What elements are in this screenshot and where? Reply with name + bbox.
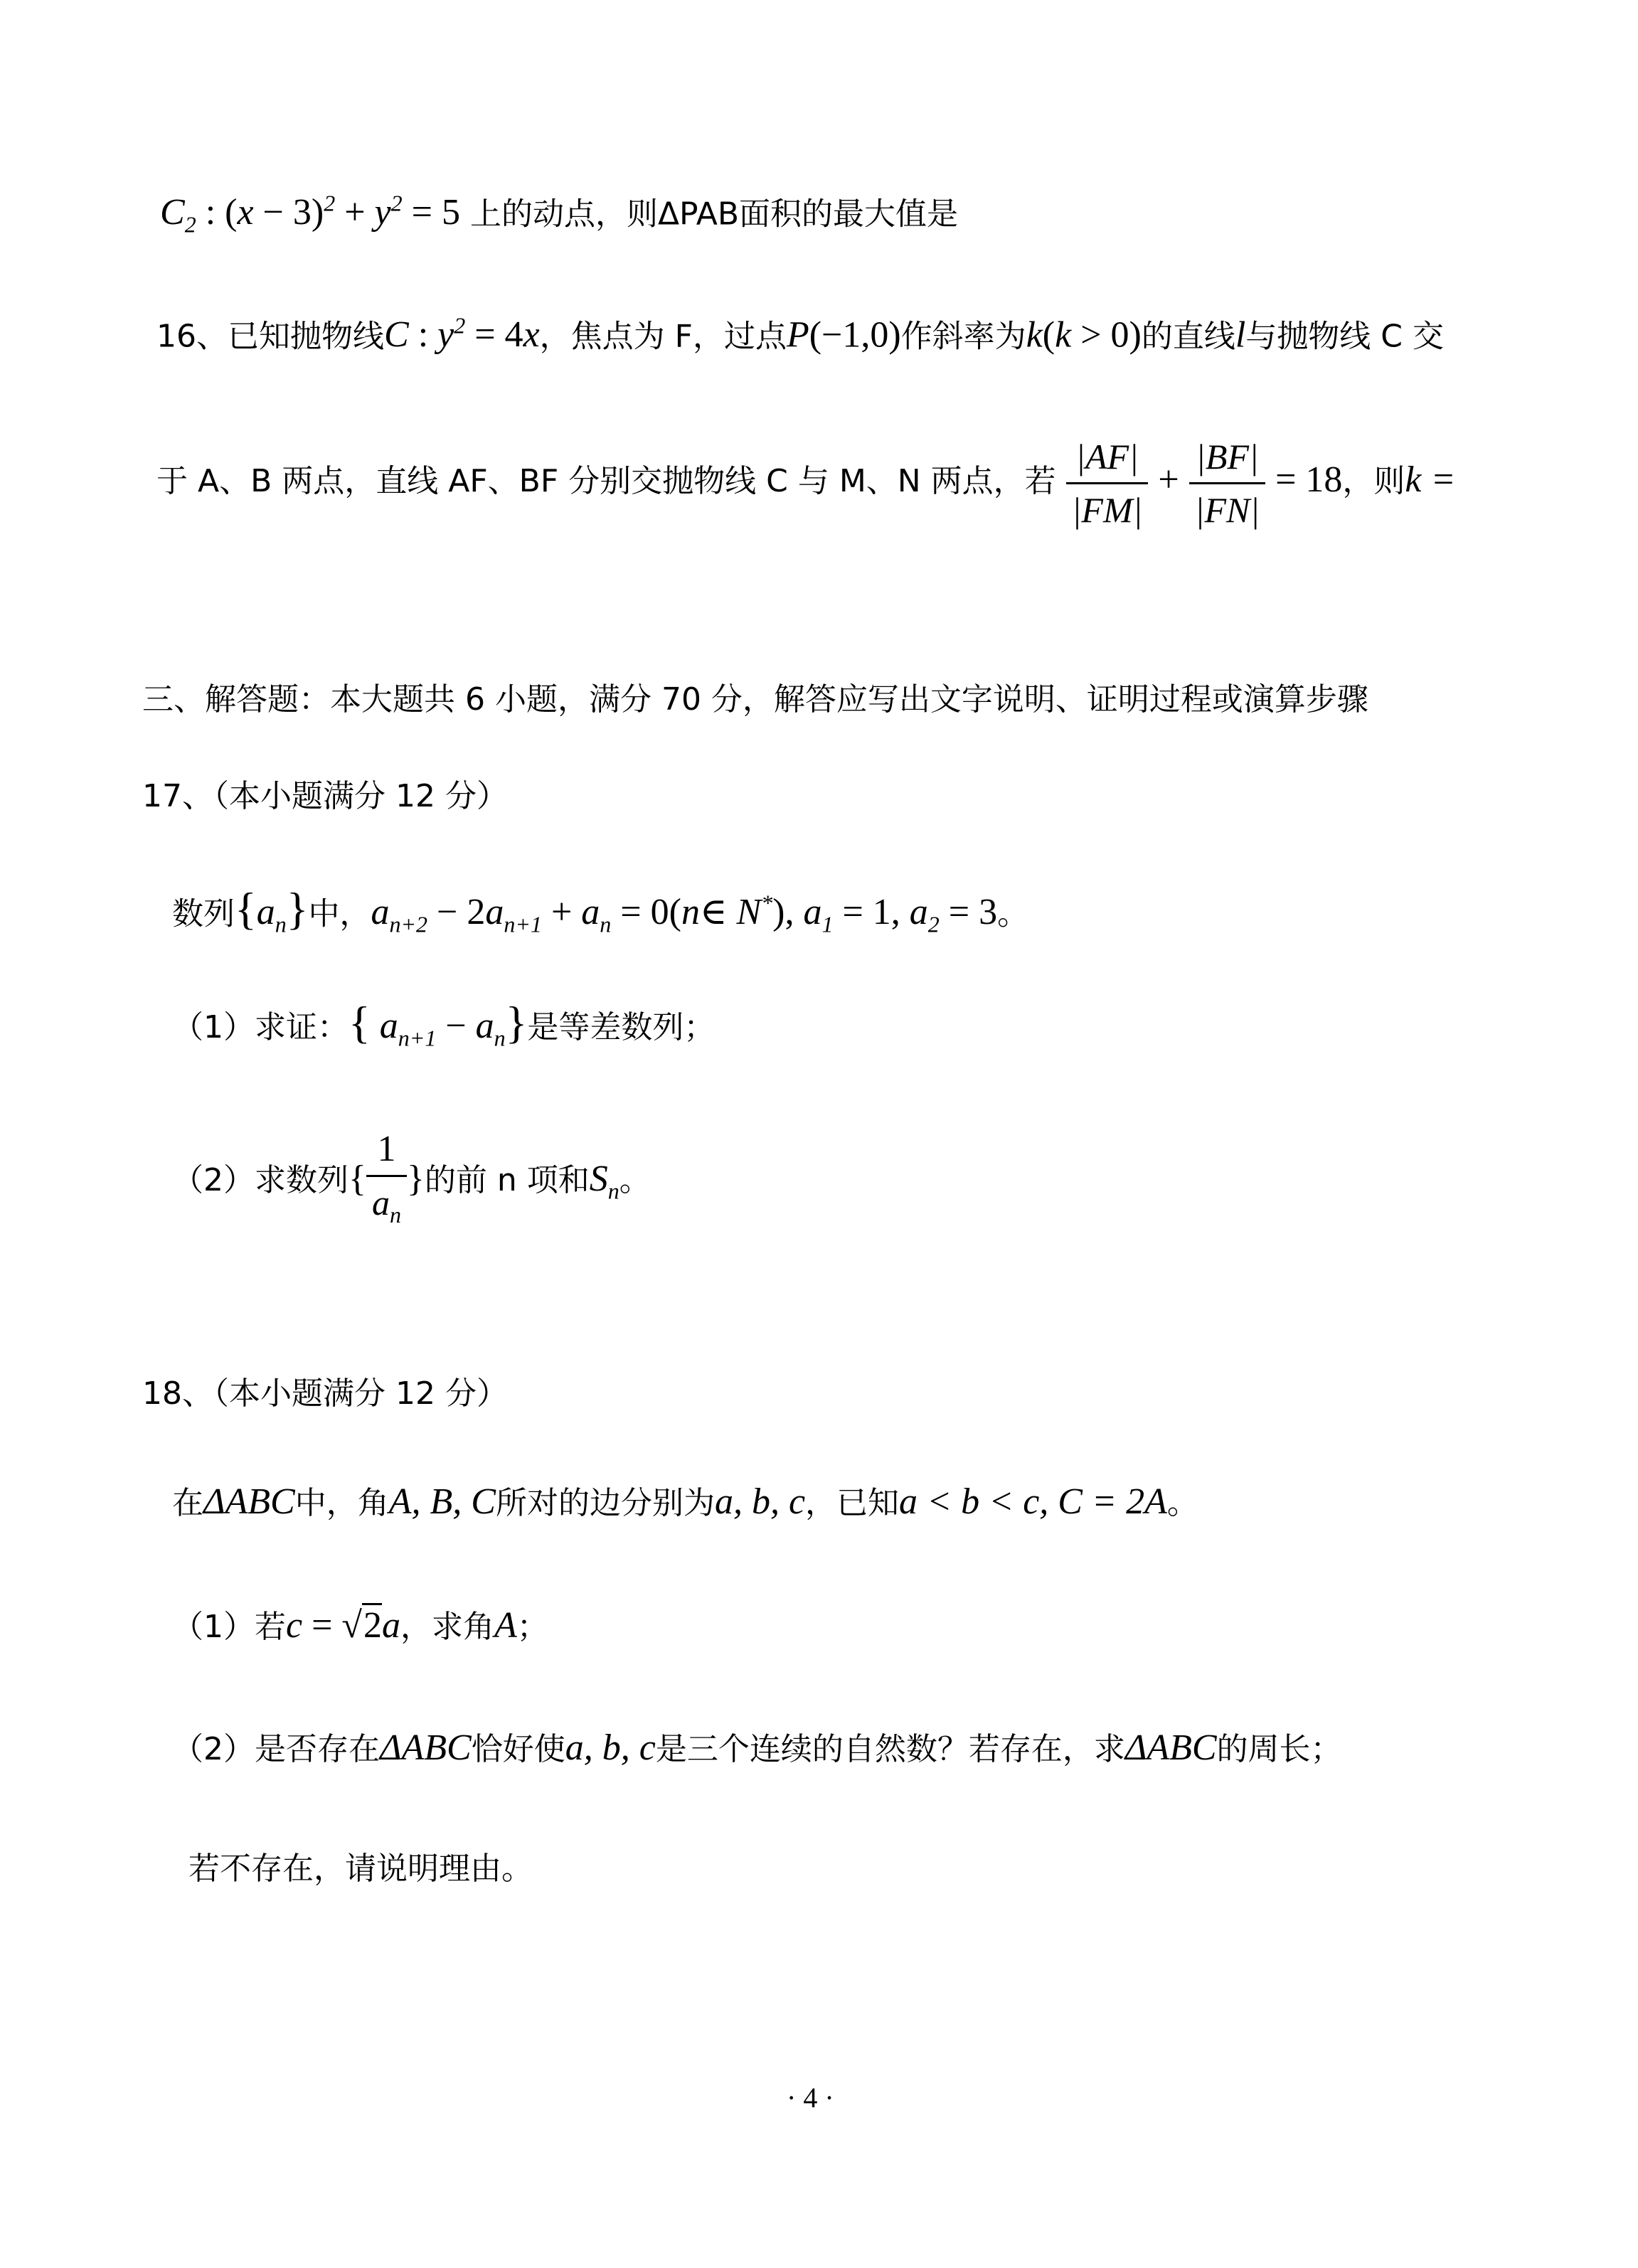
page-number: · 4 · [787,2082,834,2114]
point-p: P(−1,0) [786,314,901,356]
triangle-abc: ΔABC [203,1481,295,1522]
fraction-bf-fn: $\frac{|BF|}{|FN|}$ [1189,431,1265,536]
problem-17-title: 17、（本小题满分 12 分） [142,778,508,814]
problem-16-then: ，则 [1342,463,1405,499]
plus-sign: + [1158,459,1179,500]
equals-18: = 18 [1275,459,1343,500]
problem-17-stem: 数列$\{a_n\}$中，$a_{n+2} - 2a_{n+1} + a_n$ = 0(n∈ N*), $a_1 = 1$, $a_2 = 3$。 [172,883,1029,937]
problem-16-intersect-text: 与抛物线 C 交 [1245,318,1445,355]
problem-15-tail [160,182,958,246]
problem-18-stem: 在ΔABC中，角A, B, C所对的边分别为a, b, c，已知a < b < c, C = 2A。 [172,1481,1198,1522]
k-equals: k = [1405,459,1456,500]
slope-k: k(k > 0) [1026,314,1142,356]
sides-abc: a, b, c [714,1481,806,1522]
parabola-equation: C : $y^2 = 4x$ [384,313,540,356]
line-l: l [1235,314,1246,356]
sequence-an: $\{a_n\}$ [235,883,309,937]
problem-18-question-2-continued: 若不存在，请说明理由。 [188,1851,533,1887]
angle-a: A [494,1605,517,1646]
reciprocal-an: $\frac{1}{a_n}$ [366,1124,407,1240]
problem-18-question-1: （1）若c = √2a，求角A； [172,1604,548,1649]
problem-16-focus-text: ，焦点为 F，过点 [539,318,787,355]
difference-sequence: { $a_{n+1} - a_n$} [349,997,528,1051]
problem-16-condition-text: 于 A、B 两点，直线 AF、BF 分别交抛物线 C 与 M、N 两点，若 [156,463,1056,499]
problem-15-text: 上的动点，则ΔPAB面积的最大值是 [469,196,959,233]
problem-16-intro: 16、已知抛物线 [156,318,384,355]
angles-abc: A, B, C [388,1481,496,1522]
section-3-heading: 三、解答题：本大题共 6 小题，满分 70 分，解答应写出文字说明、证明过程或演算步骤 [142,681,1368,718]
problem-17-question-2: （2）求数列{ $\frac{1}{a_n}$ }的前 n 项和$S_n$。 [172,1124,651,1244]
c-equals-root2-a: c = √2a [286,1603,400,1646]
side-condition: a < b < c, C = 2A [899,1481,1167,1522]
problem-16-slope-text: 作斜率为 [900,318,1026,355]
problem-18-title: 18、（本小题满分 12 分） [142,1375,508,1412]
circle-equation: $C_2$ : $(x - 3)^2 + y^2 = 5$ [160,191,460,238]
sum-sn: $S_n$ [589,1159,619,1204]
problem-16-line1 [156,304,1444,358]
fraction-af-fm: $\frac{|AF|}{|FM|}$ [1066,431,1149,536]
problem-18-question-2: （2）是否存在ΔABC恰好使a, b, c是三个连续的自然数？若存在，求ΔABC的周长； [172,1727,1342,1768]
problem-17-question-1: （1）求证：{ $a_{n+1} - a_n$}是等差数列； [172,997,716,1051]
problem-16-line2 [156,427,1456,536]
problem-16-line-text: 的直线 [1141,318,1235,355]
recurrence-formula: $a_{n+2} - 2a_{n+1} + a_n$ = 0(n∈ N*), $a_1 = 1$, $a_2 = 3$ [371,890,998,937]
